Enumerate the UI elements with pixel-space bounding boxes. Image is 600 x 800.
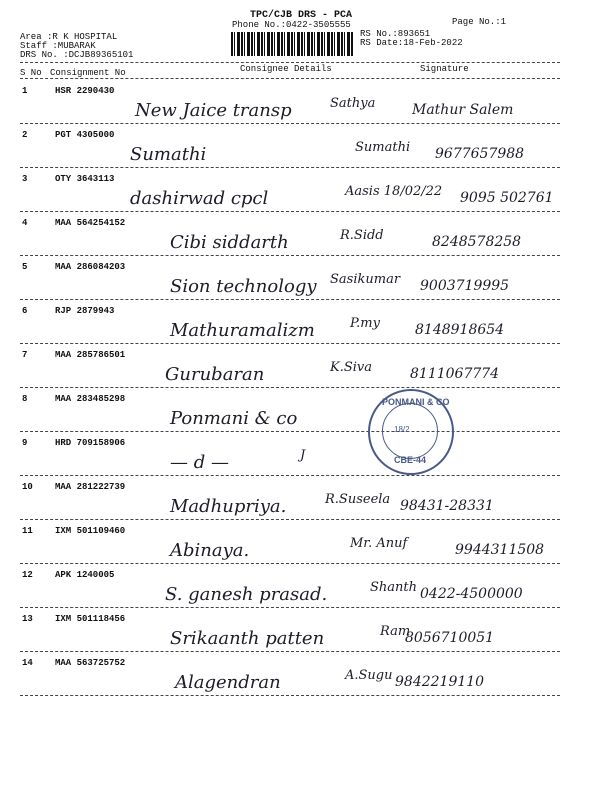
col-signature: Signature — [420, 64, 469, 74]
receiver-phone: 8111067774 — [410, 366, 500, 382]
row-divider — [20, 123, 560, 124]
consignee-name: dashirwad cpcl — [130, 188, 269, 209]
consignee-name: Madhupriya. — [170, 496, 287, 517]
row-divider — [20, 563, 560, 564]
row-divider — [20, 519, 560, 520]
row-divider — [20, 475, 560, 476]
stamp-bottom-text: CBE-44 — [394, 455, 427, 465]
rs-date: RS Date:18-Feb-2022 — [360, 38, 463, 48]
row-divider — [20, 651, 560, 652]
row-serial-number: 2 — [22, 130, 28, 140]
stamp-top-text: PONMANI & CO — [382, 397, 450, 407]
consignee-name: — d — — [170, 452, 229, 473]
receiver-signature: Mr. Anuf — [350, 536, 408, 551]
receiver-signature: P.my — [350, 316, 380, 331]
receiver-phone: 0422-4500000 — [420, 586, 523, 602]
row-divider — [20, 607, 560, 608]
consignment-number: IXM 501118456 — [55, 614, 126, 624]
consignment-number: MAA 281222739 — [55, 482, 126, 492]
company-stamp — [368, 389, 454, 475]
receiver-phone: 8148918654 — [415, 322, 505, 338]
consignment-number: MAA 286084203 — [55, 262, 126, 272]
consignee-name: Alagendran — [175, 672, 281, 693]
receiver-signature: Aasis 18/02/22 — [345, 184, 443, 199]
consignment-number: MAA 564254152 — [55, 218, 126, 228]
consignee-name: Abinaya. — [170, 540, 250, 561]
row-serial-number: 5 — [22, 262, 28, 272]
consignee-name: S. ganesh prasad. — [165, 584, 328, 605]
row-serial-number: 9 — [22, 438, 28, 448]
receiver-signature: Sumathi — [355, 140, 411, 155]
consignee-name: Cibi siddarth — [170, 232, 289, 253]
receiver-signature: R.Sidd — [340, 228, 384, 243]
consignee-name: New Jaice transp — [135, 100, 292, 121]
col-sno: S No — [20, 68, 42, 78]
consignee-name: Srikaanth patten — [170, 628, 325, 649]
consignee-name: Sumathi — [130, 144, 207, 165]
consignment-number: HRD 709158906 — [55, 438, 126, 448]
receiver-phone: 9842219110 — [395, 674, 485, 690]
row-serial-number: 10 — [22, 482, 33, 492]
col-consignee: Consignee Details — [240, 64, 332, 74]
row-serial-number: 11 — [22, 526, 33, 536]
header-divider-top — [20, 62, 560, 63]
document-title: TPC/CJB DRS - PCA — [250, 10, 353, 21]
row-serial-number: 14 — [22, 658, 33, 668]
receiver-phone: 9003719995 — [420, 278, 510, 294]
consignment-number: OTY 3643113 — [55, 174, 115, 184]
page-number: Page No.:1 — [452, 17, 507, 27]
receiver-phone: 98431-28331 — [400, 498, 494, 514]
row-divider — [20, 167, 560, 168]
consignment-number: RJP 2879943 — [55, 306, 115, 316]
receiver-signature: J — [300, 448, 306, 463]
row-serial-number: 7 — [22, 350, 28, 360]
consignment-number: MAA 285786501 — [55, 350, 126, 360]
consignment-number: MAA 283485298 — [55, 394, 126, 404]
area-label: Area :R K HOSPITAL — [20, 32, 118, 42]
receiver-signature: K.Siva — [330, 360, 373, 375]
consignment-number: MAA 563725752 — [55, 658, 126, 668]
row-serial-number: 6 — [22, 306, 28, 316]
stamp-date: 18/2 — [394, 425, 410, 434]
receiver-phone: Mathur Salem — [412, 102, 514, 118]
receiver-phone: 9095 502761 — [460, 190, 554, 206]
row-serial-number: 3 — [22, 174, 28, 184]
row-serial-number: 8 — [22, 394, 28, 404]
staff-label: Staff :MUBARAK — [20, 41, 96, 51]
col-consignment: Consignment No — [50, 68, 126, 78]
row-divider — [20, 299, 560, 300]
row-divider — [20, 211, 560, 212]
row-serial-number: 4 — [22, 218, 28, 228]
receiver-phone: 9677657988 — [435, 146, 525, 162]
consignment-number: IXM 501109460 — [55, 526, 126, 536]
row-divider — [20, 255, 560, 256]
header-divider-bottom — [20, 78, 560, 79]
row-divider — [20, 431, 560, 432]
receiver-signature: R.Suseela — [325, 492, 391, 507]
row-serial-number: 12 — [22, 570, 33, 580]
row-divider — [20, 343, 560, 344]
receiver-phone: 8248578258 — [432, 234, 522, 250]
row-serial-number: 1 — [22, 86, 28, 96]
receiver-signature: Shanth — [370, 580, 417, 595]
consignment-number: APK 1240005 — [55, 570, 115, 580]
receiver-phone: 8056710051 — [405, 630, 495, 646]
barcode — [231, 32, 353, 56]
receiver-phone: 9944311508 — [455, 542, 545, 558]
receiver-signature: Ram — [380, 624, 411, 639]
rs-number: RS No.:893651 — [360, 29, 431, 39]
consignment-number: PGT 4305000 — [55, 130, 115, 140]
phone-number: Phone No.:0422-3505555 — [232, 20, 351, 30]
consignee-name: Ponmani & co — [170, 408, 298, 429]
consignee-name: Gurubaran — [165, 364, 265, 385]
consignment-number: HSR 2290430 — [55, 86, 115, 96]
row-serial-number: 13 — [22, 614, 33, 624]
receiver-signature: A.Sugu — [345, 668, 393, 683]
drs-number: DRS No. :DCJB89365101 — [20, 50, 134, 60]
consignee-name: Mathuramalizm — [170, 320, 315, 341]
row-divider — [20, 387, 560, 388]
receiver-signature: Sathya — [330, 96, 376, 111]
row-divider — [20, 695, 560, 696]
receiver-signature: Sasikumar — [330, 272, 401, 287]
consignee-name: Sion technology — [170, 276, 317, 297]
